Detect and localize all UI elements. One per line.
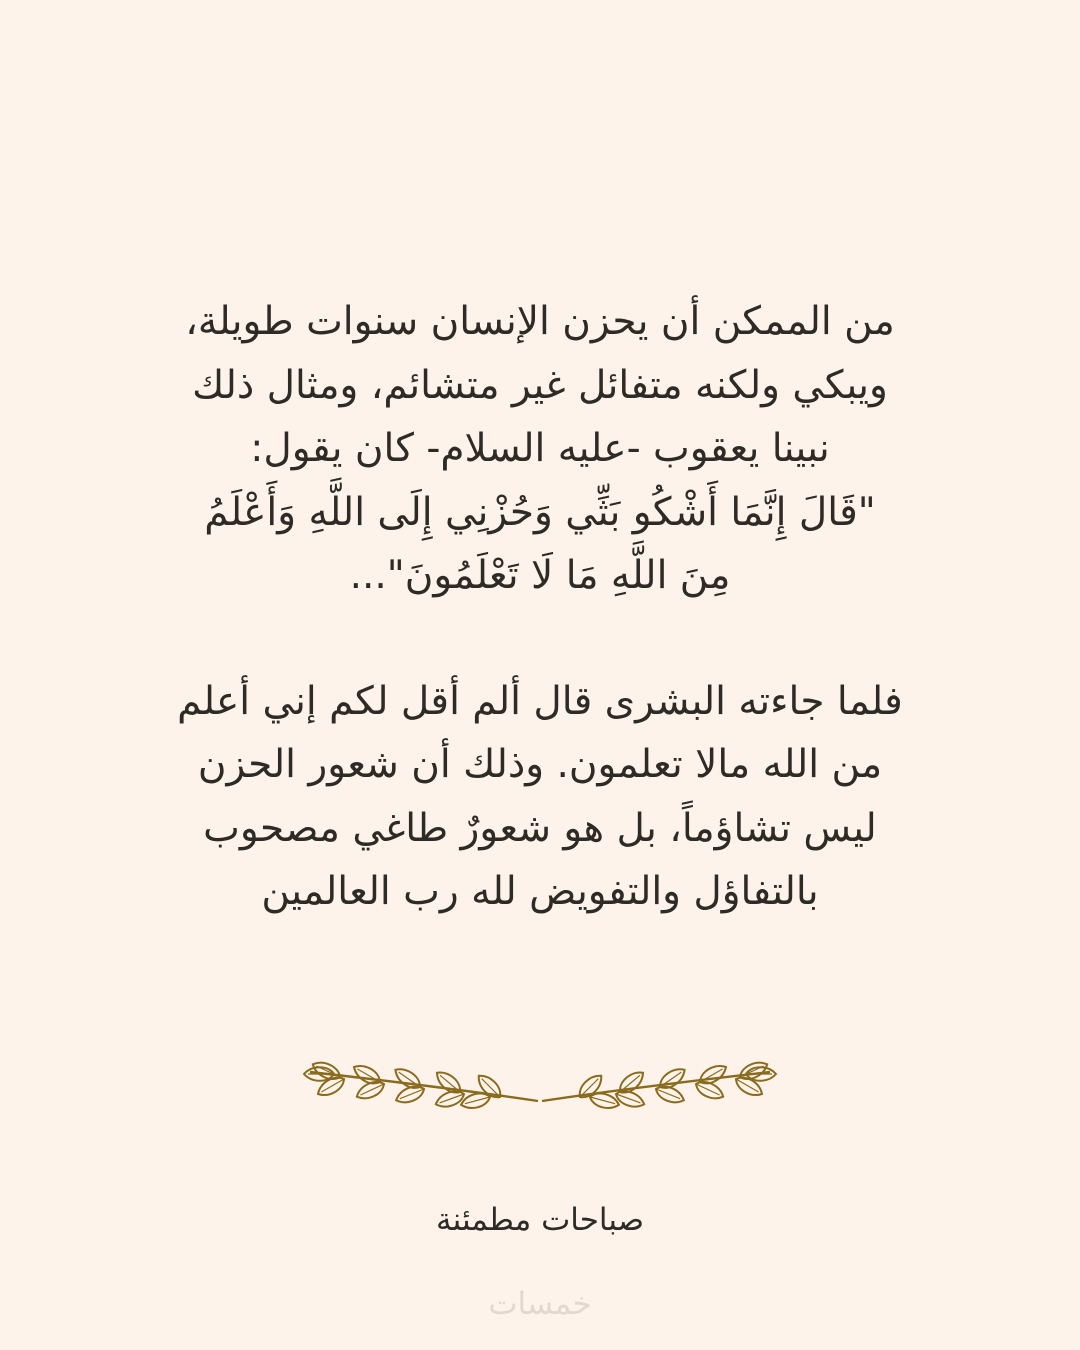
quote-text: [60, 290, 1020, 924]
laurel-branch-right-icon: [542, 1058, 776, 1111]
quote-line: من الممكن أن يحزن الإنسان سنوات طويلة،: [185, 299, 895, 344]
quote-line: ليس تشاؤماً، بل هو شعورٌ طاغي مصحوب: [203, 805, 877, 851]
quote-paragraph-2: [60, 670, 1020, 924]
quote-line: فلما جاءته البشرى قال ألم أقل لكم إني أعلم: [177, 678, 903, 724]
paragraph-spacer: [60, 608, 1020, 670]
quote-line: من الله مالا تعلمون. وذلك أن شعور الحزن: [197, 742, 883, 787]
quote-line: بالتفاؤل والتفويض لله رب العالمين: [261, 869, 819, 914]
quote-paragraph-1: [60, 290, 1020, 608]
quote-line: نبينا يعقوب -عليه السلام- كان يقول:: [250, 426, 830, 471]
watermark-logo: خمسات: [488, 1286, 592, 1322]
quote-line: ويبكي ولكنه متفائل غير متشائم، ومثال ذلك: [192, 362, 888, 408]
quran-verse-line: "قَالَ إِنَّمَا أَشْكُو بَثِّي وَحُزْنِي إِلَى اللَّهِ وَأَعْلَمُ: [204, 489, 876, 535]
quran-verse-line: مِنَ اللَّهِ مَا لَا تَعْلَمُونَ"...: [349, 553, 731, 598]
signature-text: صباحات مطمئنة: [435, 1202, 645, 1238]
laurel-branch-left-icon: [304, 1058, 538, 1111]
laurel-ornament: [300, 1045, 780, 1125]
